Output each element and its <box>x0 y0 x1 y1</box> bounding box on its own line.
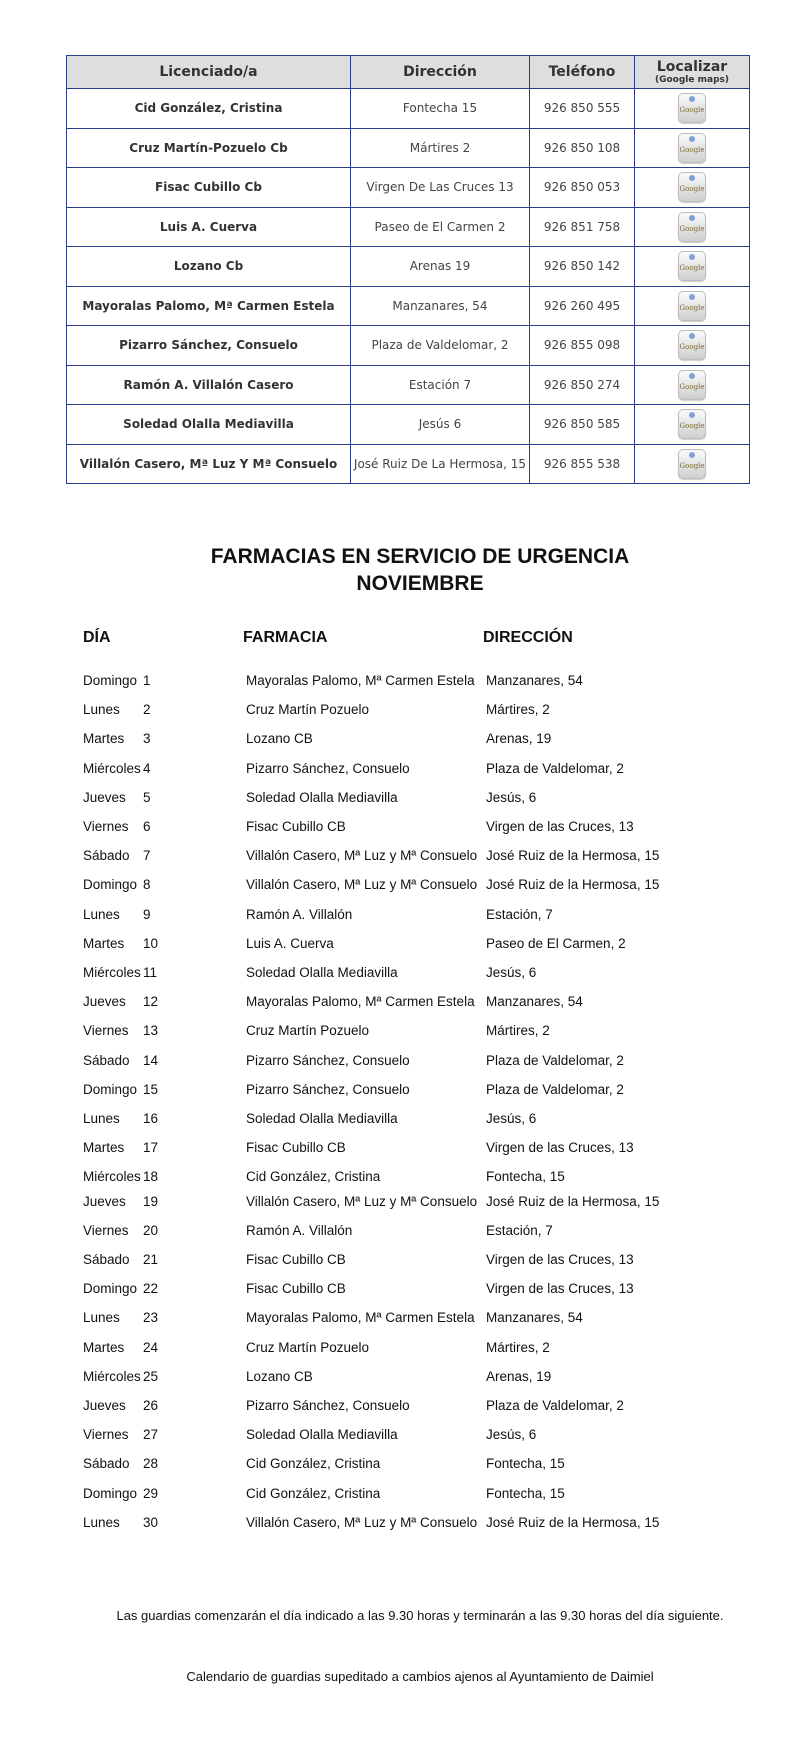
directory-header-row <box>67 56 750 89</box>
map-pin-icon <box>689 412 695 418</box>
pharmacy-phone: 926 855 098 <box>530 326 635 366</box>
schedule-day: Sábado <box>83 1456 130 1472</box>
schedule-pharmacy: Villalón Casero, Mª Luz y Mª Consuelo <box>246 1193 478 1209</box>
schedule-pharmacy: Cruz Martín Pozuelo <box>246 1023 370 1039</box>
map-pin-icon <box>689 96 695 102</box>
schedule-pharmacy: Soledad Olalla Mediavilla <box>246 1427 398 1443</box>
pharmacist-name: Ramón A. Villalón Casero <box>67 365 351 405</box>
schedule-row <box>0 1340 800 1358</box>
google-maps-icon[interactable] <box>678 93 706 123</box>
google-icon-label: Google <box>679 303 705 312</box>
schedule-pharmacy: Ramón A. Villalón <box>246 1222 353 1238</box>
schedule-date: 22 <box>143 1281 159 1297</box>
schedule-day: Sábado <box>83 1052 130 1068</box>
schedule-pharmacy: Fisac Cubillo CB <box>246 819 346 834</box>
schedule-day: Jueves <box>83 1193 126 1209</box>
header-map-subtitle: (Google maps) <box>655 75 729 85</box>
pharmacy-address: Manzanares, 54 <box>351 286 530 326</box>
schedule-pharmacy: Pizarro Sánchez, Consuelo <box>246 760 410 776</box>
schedule-date: 9 <box>143 906 151 922</box>
schedule-address: Virgen de las Cruces, 13 <box>486 819 634 834</box>
schedule-pharmacy: Pizarro Sánchez, Consuelo <box>246 1081 410 1097</box>
schedule-day: Martes <box>83 935 125 951</box>
schedule-address: Manzanares, 54 <box>486 1310 583 1326</box>
schedule-row <box>0 1369 800 1387</box>
pharmacist-name: Villalón Casero, Mª Luz Y Mª Consuelo <box>67 444 351 484</box>
schedule-date: 23 <box>143 1310 159 1326</box>
schedule-date: 25 <box>143 1368 159 1384</box>
schedule-date: 24 <box>143 1339 159 1355</box>
schedule-address: Manzanares, 54 <box>486 994 583 1010</box>
pharmacy-address: Paseo de El Carmen 2 <box>351 207 530 247</box>
google-maps-icon[interactable] <box>678 212 706 242</box>
title-line-2: NOVIEMBRE <box>356 572 484 595</box>
schedule-row <box>0 1082 800 1100</box>
schedule-day: Domingo <box>83 1485 138 1501</box>
schedule-row <box>0 731 800 749</box>
table-row <box>67 365 750 405</box>
pharmacy-address: Virgen De Las Cruces 13 <box>351 168 530 208</box>
map-cell <box>635 128 750 168</box>
schedule-pharmacy: Fisac Cubillo CB <box>246 1281 346 1297</box>
pharmacist-name: Soledad Olalla Mediavilla <box>67 405 351 445</box>
google-maps-icon[interactable] <box>678 330 706 360</box>
map-cell <box>635 168 750 208</box>
schedule-day: Domingo <box>83 877 138 893</box>
map-cell <box>635 444 750 484</box>
schedule-pharmacy: Cid González, Cristina <box>246 1456 381 1472</box>
table-row <box>67 128 750 168</box>
schedule-header-address: DIRECCIÓN <box>483 629 573 646</box>
schedule-date: 12 <box>143 994 159 1010</box>
schedule-address: Plaza de Valdelomar, 2 <box>486 1398 624 1413</box>
schedule-date: 4 <box>143 760 151 776</box>
schedule-address: Jesús, 6 <box>486 789 537 805</box>
map-cell <box>635 405 750 445</box>
google-maps-icon[interactable] <box>678 133 706 163</box>
schedule-row <box>0 1169 800 1187</box>
schedule-row <box>0 702 800 720</box>
schedule-day: Viernes <box>83 1023 129 1039</box>
schedule-pharmacy: Villalón Casero, Mª Luz y Mª Consuelo <box>246 848 478 864</box>
schedule-pharmacy: Fisac Cubillo CB <box>246 1252 346 1267</box>
google-icon-label: Google <box>679 145 705 154</box>
schedule-row <box>0 1223 800 1241</box>
schedule-row <box>0 790 800 808</box>
schedule-address: Mártires, 2 <box>486 702 550 718</box>
schedule-date: 13 <box>143 1023 159 1039</box>
schedule-row <box>0 1427 800 1445</box>
pharmacist-name: Cruz Martín-Pozuelo Cb <box>67 128 351 168</box>
pharmacist-name: Cid González, Cristina <box>67 89 351 129</box>
pharmacy-address: Jesús 6 <box>351 405 530 445</box>
schedule-day: Martes <box>83 1140 125 1156</box>
pharmacy-phone: 926 850 142 <box>530 247 635 287</box>
schedule-pharmacy: Cid González, Cristina <box>246 1485 381 1501</box>
table-row <box>67 89 750 129</box>
schedule-day: Domingo <box>83 673 138 688</box>
schedule-pharmacy: Mayoralas Palomo, Mª Carmen Estela <box>246 994 475 1010</box>
table-row <box>67 326 750 366</box>
schedule-day: Lunes <box>83 1514 120 1530</box>
schedule-date: 18 <box>143 1169 159 1185</box>
google-maps-icon[interactable] <box>678 370 706 400</box>
table-row <box>67 207 750 247</box>
schedule-row <box>0 1194 800 1212</box>
map-pin-icon <box>689 452 695 458</box>
pharmacist-name: Pizarro Sánchez, Consuelo <box>67 326 351 366</box>
schedule-date: 7 <box>143 848 151 864</box>
pharmacy-address: Fontecha 15 <box>351 89 530 129</box>
schedule-day: Jueves <box>83 1398 126 1413</box>
google-maps-icon[interactable] <box>678 449 706 479</box>
schedule-address: José Ruiz de la Hermosa, 15 <box>486 1514 660 1530</box>
table-row <box>67 168 750 208</box>
map-cell <box>635 326 750 366</box>
google-maps-icon[interactable] <box>678 409 706 439</box>
schedule-row <box>0 1456 800 1474</box>
schedule-address: Plaza de Valdelomar, 2 <box>486 1052 624 1068</box>
schedule-pharmacy: Pizarro Sánchez, Consuelo <box>246 1398 410 1413</box>
map-cell <box>635 247 750 287</box>
schedule-row <box>0 1140 800 1158</box>
schedule-address: José Ruiz de la Hermosa, 15 <box>486 1193 660 1209</box>
pharmacy-phone: 926 260 495 <box>530 286 635 326</box>
google-icon-label: Google <box>679 106 705 115</box>
schedule-date: 21 <box>143 1252 159 1267</box>
schedule-row <box>0 1398 800 1416</box>
pharmacy-directory-table <box>66 55 750 484</box>
schedule-address: Paseo de El Carmen, 2 <box>486 935 626 951</box>
map-cell <box>635 286 750 326</box>
schedule-row <box>0 877 800 895</box>
schedule-day: Viernes <box>83 819 129 834</box>
schedule-date: 11 <box>143 965 158 980</box>
schedule-row <box>0 1515 800 1533</box>
pharmacy-phone: 926 851 758 <box>530 207 635 247</box>
schedule-pharmacy: Lozano CB <box>246 1368 313 1384</box>
pharmacy-address: Arenas 19 <box>351 247 530 287</box>
schedule-day: Martes <box>83 731 125 747</box>
header-phone: Teléfono <box>530 56 635 89</box>
google-icon-label: Google <box>679 461 705 470</box>
schedule-address: Estación, 7 <box>486 906 553 922</box>
schedule-address: Plaza de Valdelomar, 2 <box>486 760 624 776</box>
google-icon-label: Google <box>679 382 705 391</box>
schedule-day: Sábado <box>83 1252 130 1267</box>
table-row <box>67 444 750 484</box>
schedule-day: Miércoles <box>83 965 141 980</box>
pharmacy-phone: 926 850 274 <box>530 365 635 405</box>
schedule-day: Martes <box>83 1339 125 1355</box>
schedule-address: José Ruiz de la Hermosa, 15 <box>486 848 660 864</box>
table-row <box>67 405 750 445</box>
schedule-address: Fontecha, 15 <box>486 1169 565 1185</box>
schedule-pharmacy: Cid González, Cristina <box>246 1169 381 1185</box>
map-pin-icon <box>689 373 695 379</box>
pharmacy-address: José Ruiz De La Hermosa, 15 <box>351 444 530 484</box>
schedule-header-day: DÍA <box>83 629 111 646</box>
schedule-day: Viernes <box>83 1222 129 1238</box>
schedule-pharmacy: Soledad Olalla Mediavilla <box>246 1111 398 1126</box>
google-maps-icon[interactable] <box>678 251 706 281</box>
schedule-address: Fontecha, 15 <box>486 1456 565 1472</box>
google-maps-icon[interactable] <box>678 291 706 321</box>
schedule-row <box>0 936 800 954</box>
schedule-day: Miércoles <box>83 1169 141 1185</box>
schedule-date: 27 <box>143 1427 159 1443</box>
schedule-date: 28 <box>143 1456 159 1472</box>
schedule-date: 20 <box>143 1222 159 1238</box>
schedule-address: Jesús, 6 <box>486 1427 537 1443</box>
schedule-pharmacy: Fisac Cubillo CB <box>246 1140 346 1156</box>
schedule-pharmacy: Soledad Olalla Mediavilla <box>246 965 398 980</box>
map-pin-icon <box>689 333 695 339</box>
schedule-day: Lunes <box>83 1111 120 1126</box>
google-icon-label: Google <box>679 264 705 273</box>
schedule-row <box>0 1310 800 1328</box>
schedule-day: Viernes <box>83 1427 129 1443</box>
schedule-date: 6 <box>143 819 151 834</box>
map-cell <box>635 89 750 129</box>
title-line-1: FARMACIAS EN SERVICIO DE URGENCIA <box>210 545 630 568</box>
schedule-date: 16 <box>143 1111 159 1126</box>
schedule-date: 5 <box>143 789 151 805</box>
schedule-date: 29 <box>143 1485 159 1501</box>
schedule-row <box>0 994 800 1012</box>
pharmacy-phone: 926 850 053 <box>530 168 635 208</box>
schedule-address: Mártires, 2 <box>486 1023 550 1039</box>
schedule-address: Jesús, 6 <box>486 965 537 980</box>
schedule-row <box>0 965 800 983</box>
schedule-date: 8 <box>143 877 151 893</box>
disclaimer-note: Calendario de guardias supeditado a cambios ajenos al Ayuntamiento de Daimiel <box>186 1669 654 1684</box>
schedule-day: Lunes <box>83 702 120 718</box>
pharmacy-phone: 926 855 538 <box>530 444 635 484</box>
google-icon-label: Google <box>679 224 705 233</box>
schedule-date: 30 <box>143 1514 159 1530</box>
schedule-date: 26 <box>143 1398 159 1413</box>
schedule-address: Manzanares, 54 <box>486 673 583 688</box>
schedule-day: Jueves <box>83 789 126 805</box>
schedule-address: Arenas, 19 <box>486 731 552 747</box>
schedule-day: Lunes <box>83 1310 120 1326</box>
map-pin-icon <box>689 136 695 142</box>
schedule-pharmacy: Mayoralas Palomo, Mª Carmen Estela <box>246 1310 475 1326</box>
pharmacist-name: Luis A. Cuerva <box>67 207 351 247</box>
pharmacy-address: Mártires 2 <box>351 128 530 168</box>
schedule-address: José Ruiz de la Hermosa, 15 <box>486 877 660 893</box>
schedule-day: Miércoles <box>83 1368 141 1384</box>
table-row <box>67 286 750 326</box>
schedule-pharmacy: Mayoralas Palomo, Mª Carmen Estela <box>246 673 475 688</box>
schedule-row <box>0 761 800 779</box>
schedule-date: 3 <box>143 731 151 747</box>
schedule-pharmacy: Luis A. Cuerva <box>246 935 334 951</box>
schedule-row <box>0 1252 800 1270</box>
schedule-date: 15 <box>143 1081 159 1097</box>
schedule-pharmacy: Soledad Olalla Mediavilla <box>246 789 398 805</box>
map-cell <box>635 207 750 247</box>
page-title <box>0 543 800 597</box>
pharmacist-name: Mayoralas Palomo, Mª Carmen Estela <box>67 286 351 326</box>
map-pin-icon <box>689 254 695 260</box>
schedule-row <box>0 1281 800 1299</box>
schedule-header-pharmacy: FARMACIA <box>243 629 328 646</box>
schedule-pharmacy: Cruz Martín Pozuelo <box>246 702 370 718</box>
schedule-row <box>0 907 800 925</box>
schedule-pharmacy: Pizarro Sánchez, Consuelo <box>246 1052 410 1068</box>
schedule-day: Domingo <box>83 1081 138 1097</box>
schedule-date: 17 <box>143 1140 159 1156</box>
schedule-address: Plaza de Valdelomar, 2 <box>486 1081 624 1097</box>
schedule-day: Lunes <box>83 906 120 922</box>
schedule-date: 1 <box>143 673 151 688</box>
google-icon-label: Google <box>679 343 705 352</box>
schedule-address: Virgen de las Cruces, 13 <box>486 1281 634 1297</box>
schedule-row <box>0 673 800 691</box>
pharmacy-phone: 926 850 585 <box>530 405 635 445</box>
hours-note: Las guardias comenzarán el día indicado a las 9.30 horas y terminarán a las 9.30 horas del día siguiente. <box>116 1608 724 1623</box>
header-map <box>635 56 750 89</box>
schedule-address: Estación, 7 <box>486 1222 553 1238</box>
table-row <box>67 247 750 287</box>
map-cell <box>635 365 750 405</box>
schedule-address: Virgen de las Cruces, 13 <box>486 1252 634 1267</box>
schedule-row <box>0 1111 800 1129</box>
header-address: Dirección <box>351 56 530 89</box>
schedule-date: 2 <box>143 702 151 718</box>
schedule-date: 14 <box>143 1052 159 1068</box>
schedule-day: Domingo <box>83 1281 138 1297</box>
google-icon-label: Google <box>679 422 705 431</box>
pharmacy-address: Plaza de Valdelomar, 2 <box>351 326 530 366</box>
map-pin-icon <box>689 175 695 181</box>
schedule-address: Fontecha, 15 <box>486 1485 565 1501</box>
google-maps-icon[interactable] <box>678 172 706 202</box>
pharmacy-phone: 926 850 108 <box>530 128 635 168</box>
schedule-pharmacy: Lozano CB <box>246 731 313 747</box>
schedule-day: Sábado <box>83 848 130 864</box>
pharmacist-name: Fisac Cubillo Cb <box>67 168 351 208</box>
google-icon-label: Google <box>679 185 705 194</box>
schedule-pharmacy: Ramón A. Villalón <box>246 906 353 922</box>
schedule-pharmacy: Villalón Casero, Mª Luz y Mª Consuelo <box>246 877 478 893</box>
schedule-pharmacy: Villalón Casero, Mª Luz y Mª Consuelo <box>246 1514 478 1530</box>
schedule-address: Virgen de las Cruces, 13 <box>486 1140 634 1156</box>
schedule-address: Arenas, 19 <box>486 1368 552 1384</box>
schedule-row <box>0 819 800 837</box>
pharmacy-phone: 926 850 555 <box>530 89 635 129</box>
header-map-title: Localizar <box>656 59 728 75</box>
schedule-pharmacy: Cruz Martín Pozuelo <box>246 1339 370 1355</box>
schedule-address: Mártires, 2 <box>486 1339 550 1355</box>
schedule-date: 19 <box>143 1193 159 1209</box>
schedule-row <box>0 1486 800 1504</box>
schedule-date: 10 <box>143 935 159 951</box>
schedule-row <box>0 1053 800 1071</box>
pharmacy-address: Estación 7 <box>351 365 530 405</box>
map-pin-icon <box>689 215 695 221</box>
pharmacist-name: Lozano Cb <box>67 247 351 287</box>
schedule-address: Jesús, 6 <box>486 1111 537 1126</box>
schedule-day: Miércoles <box>83 760 141 776</box>
schedule-row <box>0 848 800 866</box>
schedule-day: Jueves <box>83 994 126 1010</box>
header-name: Licenciado/a <box>67 56 351 89</box>
map-pin-icon <box>689 294 695 300</box>
schedule-row <box>0 1023 800 1041</box>
